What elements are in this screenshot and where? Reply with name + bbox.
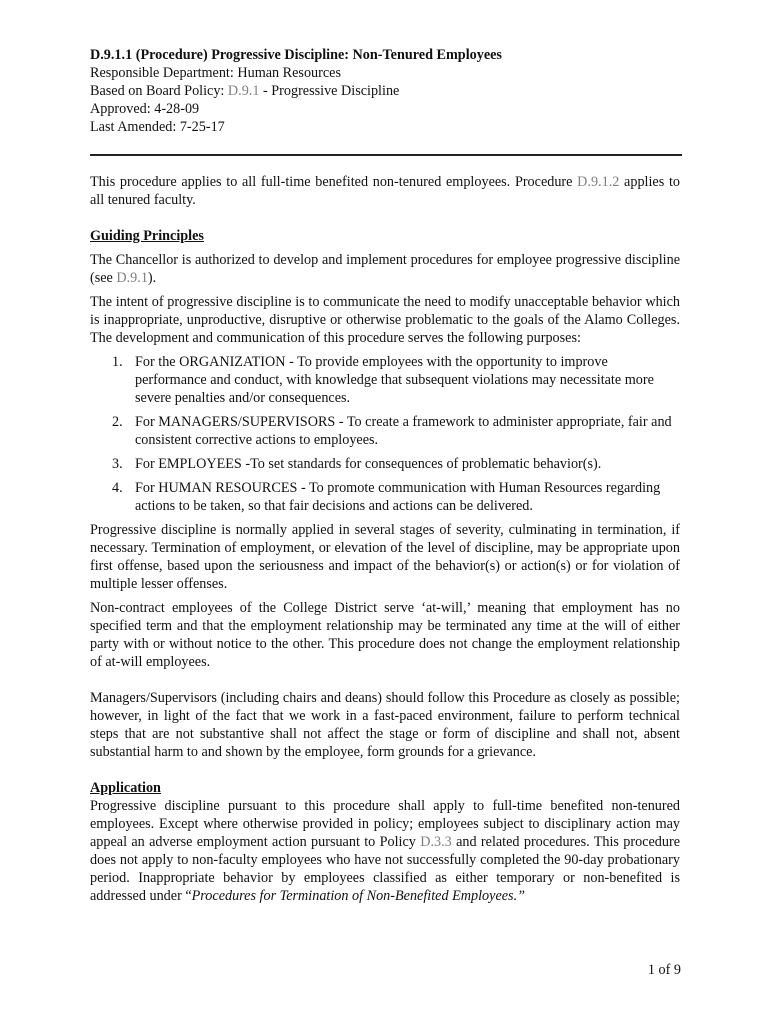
list-item: [90, 455, 680, 473]
list-item: [90, 479, 680, 515]
guiding-paragraph-4: Non-contract employees of the College District serve ‘at-will,’ meaning that employment has no specified term and that the employment relationship may be terminated any time at the will of either party with or without notice to the other. This procedure does not change the employment relationship of at-will employees.: [90, 600, 680, 670]
intro-text: This procedure applies to all full-time benefited non-tenured employees. Procedure: [90, 174, 578, 190]
responsible-department: Responsible Department: Human Resources: [90, 65, 341, 81]
guiding-paragraph-5: Managers/Supervisors (including chairs and deans) should follow this Procedure as closely as possible; however, in light of the fact that we work in a fast-paced environment, failure to perform technical steps that are not substantive shall not affect the stage or form of discipline and shall not, absent substantial harm to and shown by the employee, form grounds for a grievance.: [90, 690, 680, 760]
intro-text-end: applies to all tenured faculty.: [90, 174, 680, 208]
application-italic-title: Procedures for Termination of Non-Benefited Employees.”: [191, 888, 526, 904]
application-text: Progressive discipline pursuant to this procedure shall apply to full-time benefited non-tenured employees. Except where otherwise provided in policy; employees subject to disciplinary action may appeal an adverse employment action pursuant to Policy: [90, 798, 680, 850]
document-title: D.9.1.1 (Procedure) Progressive Discipline: Non-Tenured Employees: [90, 47, 502, 63]
board-policy-prefix: Based on Board Policy:: [90, 83, 228, 99]
document-header: [90, 46, 680, 136]
page-number: 1 of 9: [647, 962, 681, 978]
list-text: For the ORGANIZATION - To provide employees with the opportunity to improve performance and conduct, with knowledge that subsequent violations may necessitate more severe penalties and/or consequences.: [135, 354, 654, 406]
document-body: [90, 173, 680, 905]
list-text: For HUMAN RESOURCES - To promote communication with Human Resources regarding actions to be taken, so that fair decisions and actions can be delivered.: [135, 480, 661, 514]
list-item: [90, 353, 680, 407]
policy-link-inline[interactable]: D.9.1: [116, 270, 148, 286]
guiding-paragraph-2: The intent of progressive discipline is to communicate the need to modify unacceptable behavior which is inappropriate, unproductive, disruptive or otherwise problematic to the goals of the Alamo Colleges. The development and communication of this procedure serves the following purposes:: [90, 294, 680, 346]
board-policy-line: [90, 82, 680, 100]
procedure-link[interactable]: D.9.1.2: [577, 174, 620, 190]
application-paragraph: [90, 797, 680, 905]
guiding-paragraph-1: [90, 251, 680, 287]
application-text-mid: and related procedures. This procedure does not apply to non-faculty employees who have not successfully completed the 90-day probationary period. Inappropriate behavior by employees classified as either temporary or non-benefited is addressed under “: [90, 834, 680, 904]
list-number: 4.: [112, 480, 123, 496]
guiding-p1-end: ).: [147, 270, 157, 286]
intro-paragraph: [90, 173, 680, 209]
purposes-list: [90, 353, 680, 515]
policy-link[interactable]: D.9.1: [227, 83, 260, 99]
header-divider: [90, 154, 682, 156]
guiding-principles-heading: Guiding Principles: [90, 228, 204, 244]
list-text: For MANAGERS/SUPERVISORS - To create a framework to administer appropriate, fair and consistent corrective actions to employees.: [135, 414, 672, 448]
policy-d33-link[interactable]: D.3.3: [420, 834, 452, 850]
approved-date: Approved: 4-28-09: [90, 101, 200, 117]
guiding-paragraph-3: Progressive discipline is normally applied in several stages of severity, culminating in termination, if necessary. Termination of employment, or elevation of the level of discipline, may be appropriate upon first offense, based upon the seriousness and impact of the behavior(s) or action(s) or for violation of multiple lesser offenses.: [90, 522, 680, 592]
guiding-p1-text: The Chancellor is authorized to develop and implement procedures for employee progressive discipline (see: [90, 252, 680, 286]
list-number: 2.: [112, 414, 123, 430]
application-heading: Application: [90, 780, 161, 796]
list-item: [90, 413, 680, 449]
list-number: 1.: [112, 354, 123, 370]
board-policy-suffix: - Progressive Discipline: [259, 83, 400, 99]
last-amended-date: Last Amended: 7-25-17: [90, 119, 225, 135]
list-text: For EMPLOYEES -To set standards for consequences of problematic behavior(s).: [135, 456, 602, 472]
list-number: 3.: [112, 456, 123, 472]
